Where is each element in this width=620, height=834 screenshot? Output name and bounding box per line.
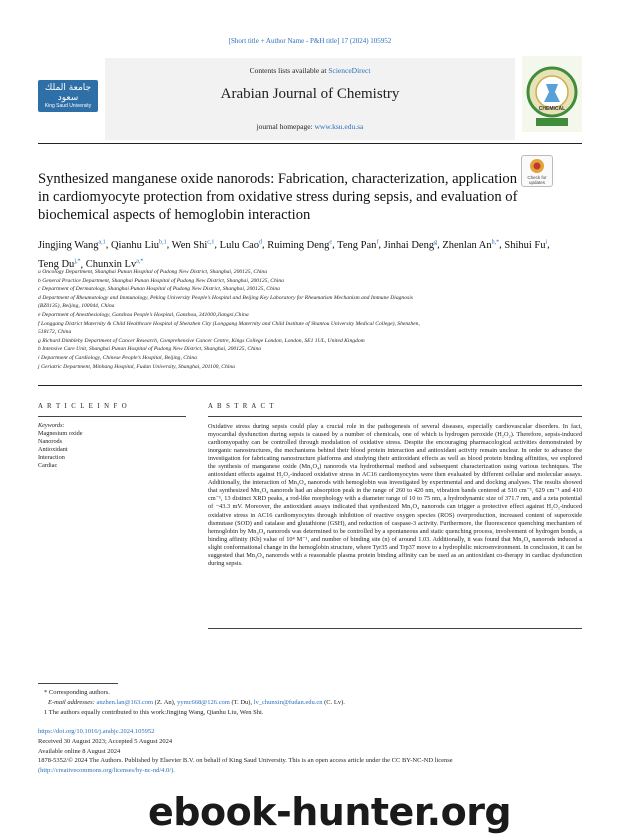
doi-link[interactable]: https://doi.org/10.1016/j.arabjc.2024.105952 xyxy=(38,728,155,735)
author[interactable]: Teng Pan$^f$ xyxy=(337,239,379,251)
license-text: 1878-5352/© 2024 The Authors. Published by Elsevier B.V. on behalf of King Saud University. This is an open access article under the CC BY-NC-ND license xyxy=(38,757,453,765)
license-link[interactable]: (http://creativecommons.org/licenses/by-nc-nd/4.0/). xyxy=(38,767,175,775)
email-link[interactable]: lv_chunxin@fudan.edu.cn xyxy=(253,699,323,706)
email-link[interactable]: anzhen.lan@163.com xyxy=(96,699,154,706)
keyword: Cardiac xyxy=(38,462,58,469)
chemical-society-logo: CHEMICAL xyxy=(522,56,582,132)
affiliation: f Longgang District Maternity & Child Healthcare Hospital of Shenzhen City (Longgang Maternity and Child Institute of Shantou University Medical College), Shenzhen, xyxy=(38,320,420,327)
author[interactable]: Qianhu Liu$^{b,1}$ xyxy=(110,239,167,251)
affiliation: c Department of Dermatology, Shanghai Punan Hospital of Pudong New District, Shanghai, 200125, China xyxy=(38,286,280,293)
footnote-rule xyxy=(38,683,118,684)
author[interactable]: Chunxin $Lv^{a,*}$ xyxy=(85,258,144,270)
affiliation: i Department of Cardiology, Chinese People’s Hospital, Beijing, China xyxy=(38,354,197,361)
affiliation: e Department of Anesthesiology, Ganzhou People’s Hospital, Ganzhou, 341000,Jiangxi,China xyxy=(38,311,249,318)
publication-info xyxy=(38,727,582,776)
author[interactable]: Jinhai Deng$^g$ xyxy=(383,239,438,251)
header-rule xyxy=(38,143,582,144)
top-reference: [Short title + Author Name - P&H title] 17 (2024) 105952 xyxy=(228,37,392,45)
homepage-line: journal homepage: www.ksu.edu.sa xyxy=(256,122,364,131)
watermark: ebook-hunter.org xyxy=(148,790,512,834)
keywords-label: Keywords: xyxy=(38,422,65,429)
author-list: Jingjing Wang$^{a,1}$, Qianhu Liu$^{b,1}$, Wen Shi$^{c,1}$, Lulu Cao$^d$, Ruiming Deng$^e$, Teng Pan$^f$, Jinhai Deng$^g$, Zhenlan $An^{h,*}$, Shihui Fu$^i$, Teng $Du^{j,*}$, Chunxin $Lv^{a,*}$ xyxy=(38,239,550,270)
journal-title: Arabian Journal of Chemistry xyxy=(220,86,400,102)
article-info-rule xyxy=(38,416,186,417)
article-info-heading: A R T I C L E I N F O xyxy=(38,403,129,410)
abstract-heading: A B S T R A C T xyxy=(208,403,275,410)
available-date: Available online 8 August 2024 xyxy=(38,747,121,755)
email-link[interactable]: yymc668@126.com xyxy=(177,699,230,706)
author[interactable]: Wen Shi$^{c,1}$ xyxy=(171,239,215,251)
abstract-rule xyxy=(208,416,582,417)
affiliation: d Department of Rheumatology and Immunology, Peking University People’s Hospital and Beijing Key Laboratory for Rheumatism Mechanism and Immune Diagnosis xyxy=(38,294,413,301)
article-title: Synthesized manganese oxide nanorods: Fabrication, characterization, application in cardiomyocyte protection from oxidative stress during sepsis, and evaluation of biochemical aspects of hemoglobin interaction xyxy=(38,171,518,223)
author[interactable]: Lulu Cao$^d$ xyxy=(219,239,263,251)
corresponding-note: * Corresponding authors. xyxy=(44,689,110,696)
affiliation: g Richard Dimbleby Department of Cancer Research, Comprehensive Cancer Centre, Kings College London, London, SE1 1UL, United Kingdom xyxy=(38,337,365,344)
author[interactable]: Ruiming Deng$^e$ xyxy=(267,239,333,251)
affiliation: (BZ0135), Beijing, 100044, China xyxy=(38,303,115,310)
affiliation: b General Practice Department, Shanghai Punan Hospital of Pudong New District, Shanghai, 200125, China xyxy=(38,277,284,284)
contents-line: Contents lists available at ScienceDirect xyxy=(249,66,371,75)
author[interactable]: Jingjing Wang$^{a,1}$ xyxy=(38,239,106,251)
author[interactable]: Shihui Fu$^i$ xyxy=(504,239,548,251)
received-date: Received 30 August 2023; Accepted 5 August 2024 xyxy=(38,737,173,745)
section-rule xyxy=(38,385,582,386)
king-saud-university-logo: جامعة الملك سعود King Saud University xyxy=(38,80,98,112)
footnotes xyxy=(38,688,578,718)
check-for-updates-button[interactable]: Check for updates xyxy=(521,155,553,187)
affiliation: 518172, China xyxy=(38,329,72,336)
homepage-link[interactable]: www.ksu.edu.sa xyxy=(314,122,364,131)
equal-contribution-note: 1 The authors equally contributed to this work:Jingjing Wang, Qianhu Liu, Wen Shi. xyxy=(44,709,264,716)
keyword: Interaction xyxy=(38,454,65,461)
affiliation: a Oncology Department, Shanghai Punan Hospital of Pudong New District, Shanghai, 200125, China xyxy=(38,269,268,275)
author[interactable]: Teng $Du^{j,*}$ xyxy=(38,258,81,270)
abstract-text: Oxidative stress during sepsis could play a crucial role in the pathogenesis of several diseases, especially cardiovascular disorders. In fact, myocardial dysfunction during sepsis is caused by a number of chemicals, one of which is hydrogen peroxide (H₂O₂). Therefore, sepsis-induced cardiomyopathy can be controlled through modulation of oxidative stress. Despite the encouraging pharmacological activities demonstrated by inorganic nanostructures, the mechanisms behind their blood protein interaction and antioxidant activity remain unclear. In order to advance the investigation for fabricating nanostructure platforms and studying their antioxidant effects as well as blood protein binding affinities, we explored the synthesis of manganese oxide (Mn₃O₄) nanorods via hydrothermal method and subsequent characterization using various techniques. The antioxidant effects against H₂O₂-induced oxidative stress in AC16 cardiomyocytes were then evaluated by different cellular and molecular assays. Additionally, the interaction of Mn₃O₄ nanorods with hemoglobin was investigated by experimental and and docking analyses. The results showed that synthesized Mn₃O₄ nanorods had an absorption peak in the range of 260 to 420 nm, vibration bands centered at 510 cm⁻¹, 629 cm⁻¹ and 410 cm⁻¹, 13 distinct XRD peaks, a rod-like morphology with a diameter range of 10 to 75 nm, a hydrodynamic size of 371.7 nm, and a zeta potential of −43.3 mV. Moreover, the antioxidant assays indicated that synthesized Mn₃O₄ nanorods can trigger a protective effect against H₂O₂-induced oxidative stress in AC16 cardiomyocytes through inhibition of reactive oxygen species (ROS) overproduction, increased content of superoxide dismutase (SOD) and catalase and glutathione (GSH), and reduction of caspase-3 activity. Furthermore, the fluorescence quenching mechanism of hemoglobin by Mn₃O₄ nanorods was determined to be controlled by a spontaneous and static quenching process, involvement of hydrogen bonds, a binding affinity (Kb) value of 10⁴ M⁻¹, and number of binding site (n) of around 1.03. Additionally, it was found that Mn₃O₄ nanorods induced a slight conformational change in the hemoglobin structure, where Tyr35 and Trp37 move to a hydrophilic microenvironment. In conclusion, it can be suggested that Mn₃O₄ nanorods with a reasonable plasma protein binding affinity can be used as an antioxidant co-therapy in cardiac dysfunction during sepsis. xyxy=(208,423,582,567)
affiliation: j Geriatric Department, Minhang Hospital, Fudan University, Shanghai, 201100, China xyxy=(38,363,235,370)
update-icon xyxy=(528,158,546,174)
email-line: E-mail addresses: anzhen.lan@163.com (Z. An), yymc668@126.com (T. Du), lv_chunxin@fudan.edu.cn (C. Lv). xyxy=(48,699,345,706)
keyword: Magnesium oxide xyxy=(38,430,83,437)
author[interactable]: Zhenlan $An^{h,*}$ xyxy=(442,239,500,251)
sciencedirect-link[interactable]: ScienceDirect xyxy=(328,66,371,75)
affiliation-list xyxy=(38,268,568,371)
affiliation: h Intensive Care Unit, Shanghai Punan Hospital of Pudong New District, Shanghai, 200125, China xyxy=(38,346,262,353)
keyword: Antioxidant xyxy=(38,446,68,453)
abstract-bottom-rule xyxy=(208,628,582,629)
keywords-block xyxy=(38,422,188,470)
keyword: Nanorods xyxy=(38,438,63,445)
